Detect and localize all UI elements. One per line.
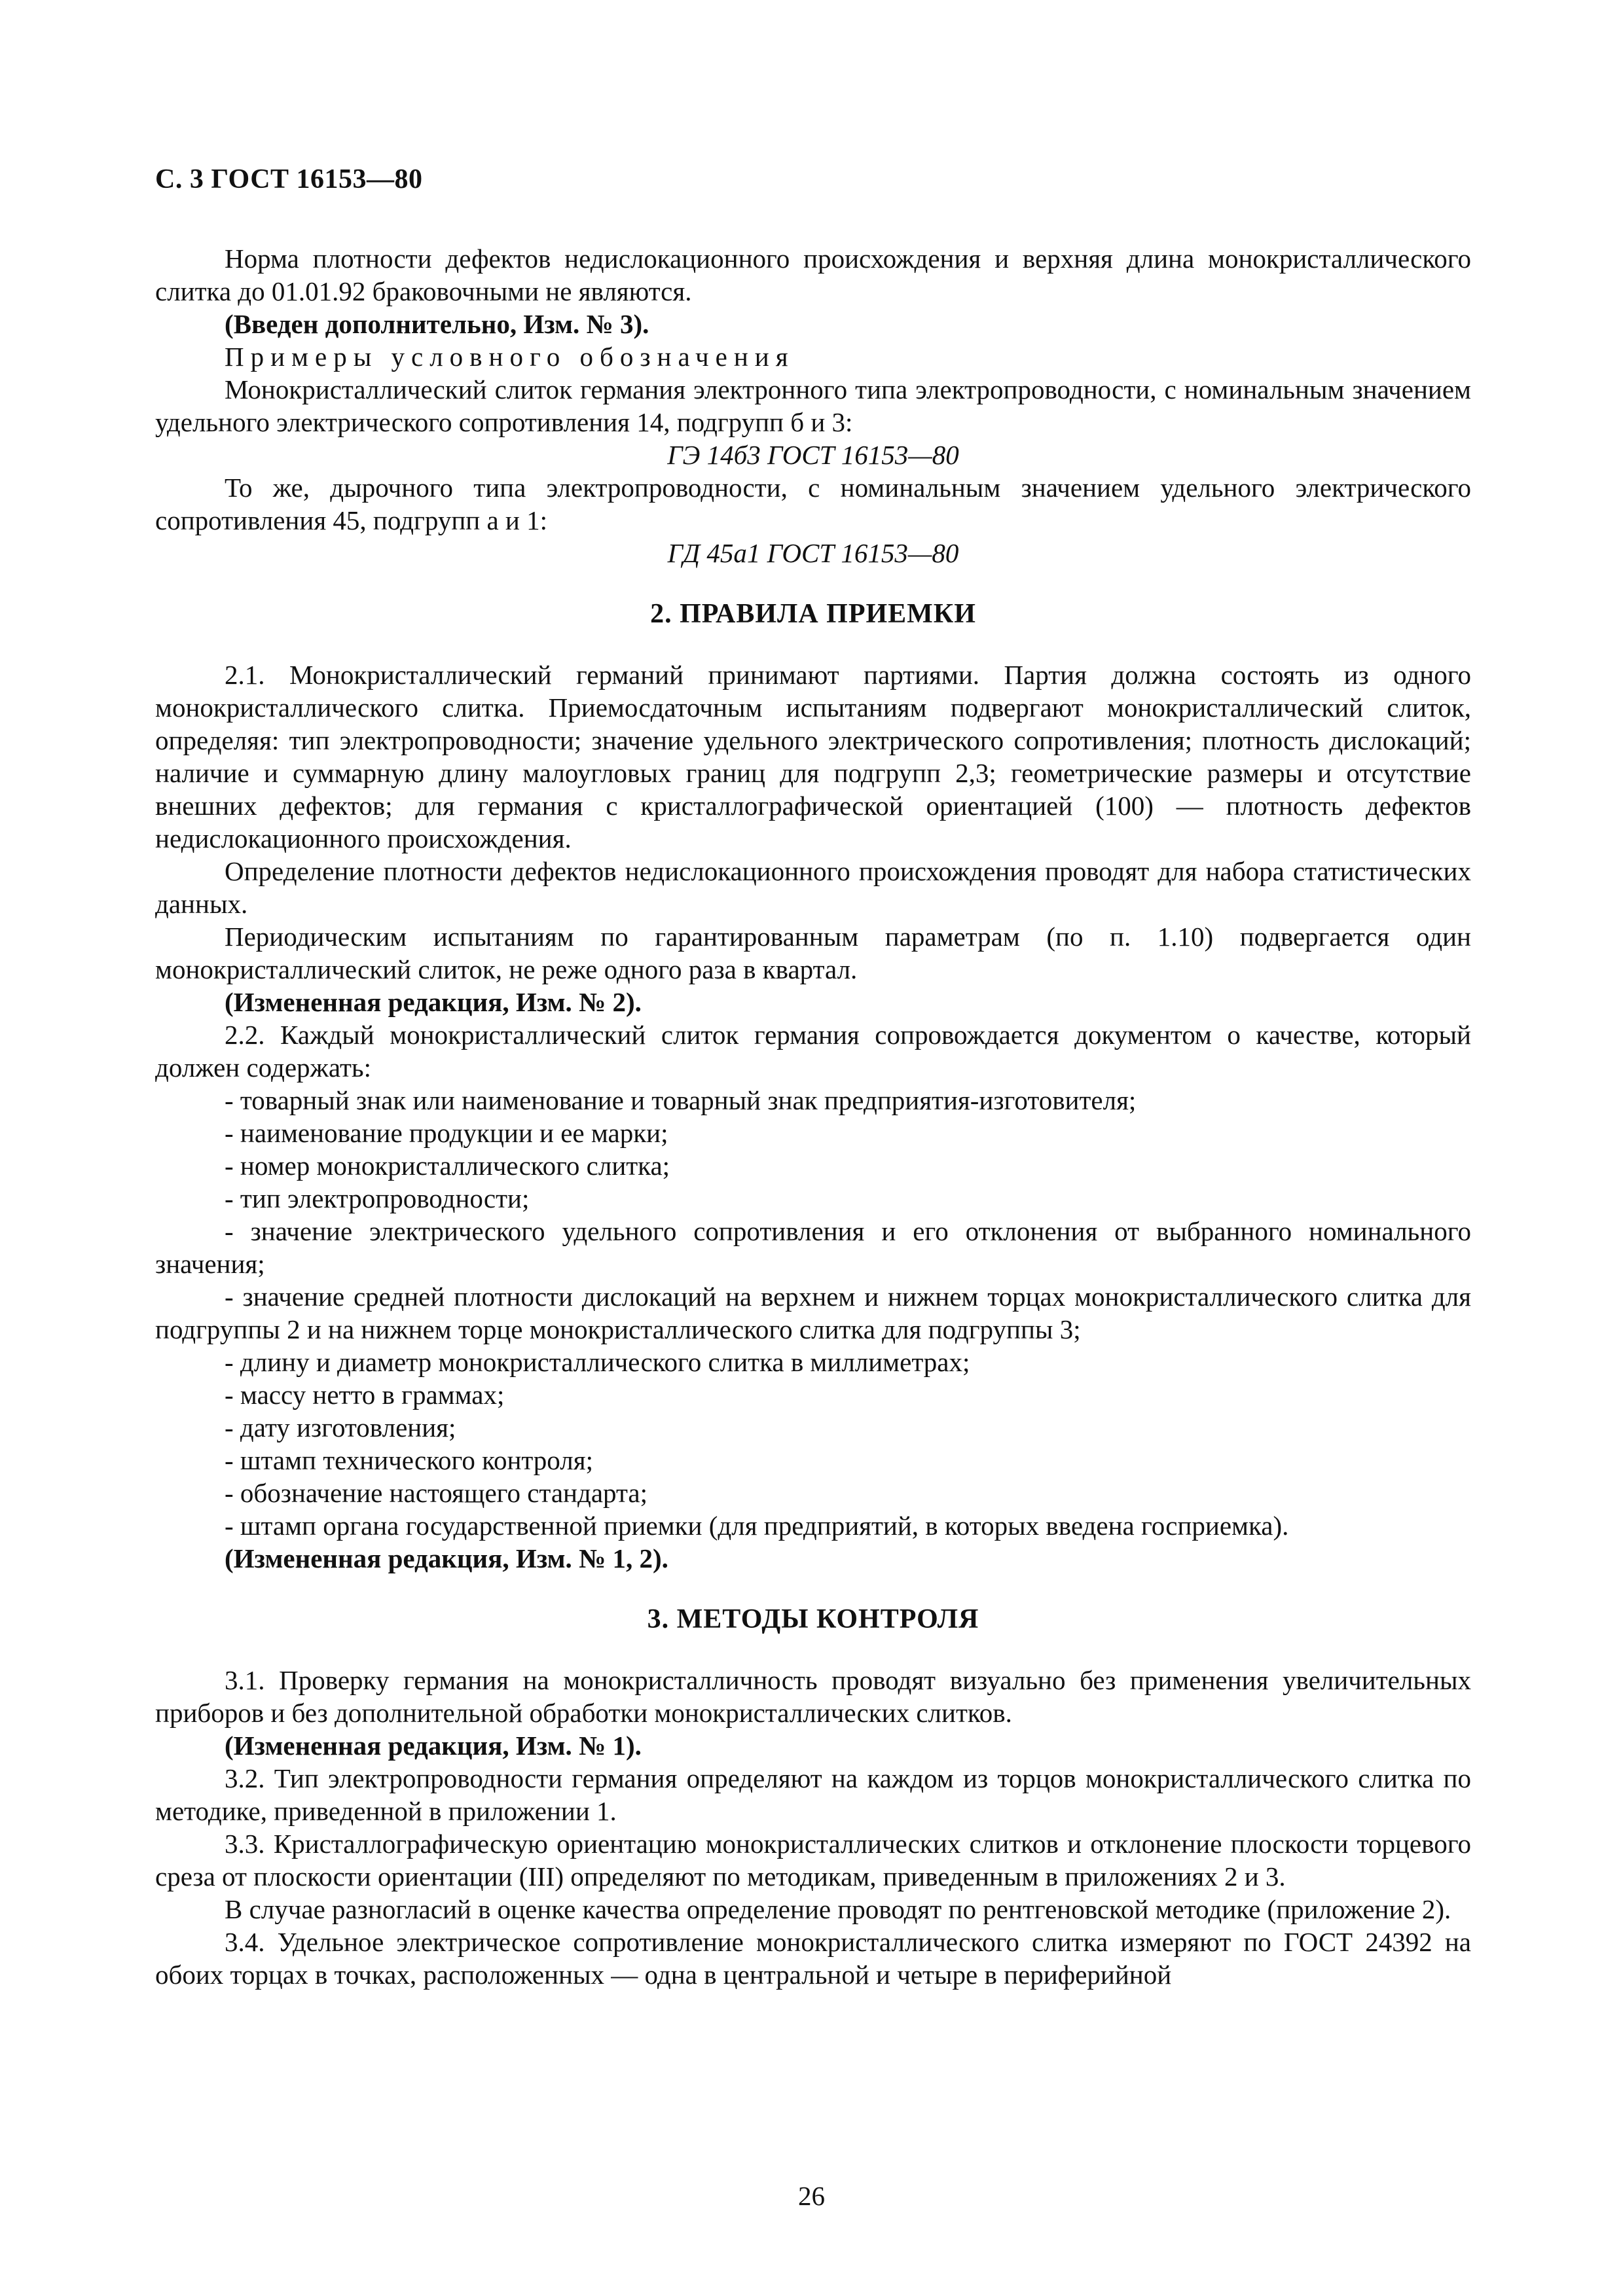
list-item: - обозначение настоящего стандарта; — [225, 1478, 647, 1508]
paragraph: Периодическим испытаниям по гарантированным параметрам (по п. 1.10) подвергается один монокристаллический слиток, не реже одного раза в квартал. — [155, 922, 1471, 984]
intro-paragraph: Норма плотности дефектов недислокационного происхождения и верхняя длина монокристаллического слитка до 01.01.92 браковочными не являются. — [155, 243, 1471, 306]
list-item: - товарный знак или наименование и товарный знак предприятия-изготовителя; — [225, 1085, 1137, 1115]
list-item: - значение средней плотности дислокаций на верхнем и нижнем торцах монокристаллического слитка для подгруппы 2 и на нижнем торце монокристаллического слитка для подгруппы 3; — [155, 1282, 1471, 1344]
page-header: С. 3 ГОСТ 16153—80 — [155, 164, 423, 194]
list-item: - штамп технического контроля; — [225, 1445, 593, 1475]
example-paragraph: То же, дырочного типа электропроводности, с номинальным значением удельного электрического сопротивления 45, подгрупп а и 1: — [155, 473, 1471, 535]
document-body — [155, 242, 1471, 1991]
page-number: 26 — [798, 2181, 825, 2211]
paragraph: Определение плотности дефектов недислокационного происхождения проводят для набора статистических данных. — [155, 856, 1471, 919]
amendment-note: (Измененная редакция, Изм. № 2). — [225, 987, 642, 1017]
list-item: - тип электропроводности; — [225, 1183, 530, 1213]
paragraph: В случае разногласий в оценке качества определение проводят по рентгеновской методике (приложение 2). — [225, 1894, 1451, 1924]
clause-2-2: 2.2. Каждый монокристаллический слиток германия сопровождается документом о качестве, который должен содержать: — [155, 1020, 1471, 1083]
designation-formula: ГЭ 14б3 ГОСТ 16153—80 — [667, 440, 959, 470]
list-item: - номер монокристаллического слитка; — [225, 1151, 670, 1181]
amendment-note: (Измененная редакция, Изм. № 1, 2). — [225, 1543, 668, 1573]
designation-formula: ГД 45а1 ГОСТ 16153—80 — [667, 538, 959, 568]
clause-3-3: 3.3. Кристаллографическую ориентацию монокристаллических слитков и отклонение плоскости торцевого среза от плоскости ориентации (III) определяют по методикам, приведенным в приложениях 2 и 3. — [155, 1829, 1471, 1892]
list-item: - массу нетто в граммах; — [225, 1380, 505, 1410]
list-item: - дату изготовления; — [225, 1412, 456, 1443]
list-item: - наименование продукции и ее марки; — [225, 1118, 668, 1148]
clause-3-2: 3.2. Тип электропроводности германия определяют на каждом из торцов монокристаллического слитка по методике, приведенной в приложении 1. — [155, 1763, 1471, 1826]
examples-heading: Примеры условного обозначения — [225, 342, 795, 372]
clause-2-1: 2.1. Монокристаллический германий принимают партиями. Партия должна состоять из одного монокристаллического слитка. Приемосдаточным испытаниям подвергают монокристаллический слиток, определяя: тип электропроводности; значение удельного электрического сопротивления; плотность дислокаций; наличие и суммарную длину малоугловых границ для подгрупп 2,3; геометрические размеры и отсутствие внешних дефектов; для германия с кристаллографической ориентацией (100) — плотность дефектов недислокационного происхождения. — [155, 660, 1471, 853]
amendment-note: (Измененная редакция, Изм. № 1). — [225, 1731, 642, 1761]
amendment-note: (Введен дополнительно, Изм. № 3). — [225, 309, 649, 339]
clause-3-1: 3.1. Проверку германия на монокристалличность проводят визуально без применения увеличительных приборов и без дополнительной обработки монокристаллических слитков. — [155, 1665, 1471, 1728]
clause-3-4: 3.4. Удельное электрическое сопротивление монокристаллического слитка измеряют по ГОСТ 24392 на обоих торцах в точках, расположенных — одна в центральной и четыре в периферийной — [155, 1927, 1471, 1990]
list-item: - значение электрического удельного сопротивления и его отклонения от выбранного номинального значения; — [155, 1216, 1471, 1279]
section-title-control-methods: 3. МЕТОДЫ КОНТРОЛЯ — [647, 1604, 979, 1634]
example-paragraph: Монокристаллический слиток германия электронного типа электропроводности, с номинальным значением удельного электрического сопротивления 14, подгрупп б и 3: — [155, 374, 1471, 437]
list-item: - длину и диаметр монокристаллического слитка в миллиметрах; — [225, 1347, 970, 1377]
list-item: - штамп органа государственной приемки (для предприятий, в которых введена госприемка). — [225, 1511, 1289, 1541]
section-title-acceptance: 2. ПРАВИЛА ПРИЕМКИ — [650, 599, 976, 629]
